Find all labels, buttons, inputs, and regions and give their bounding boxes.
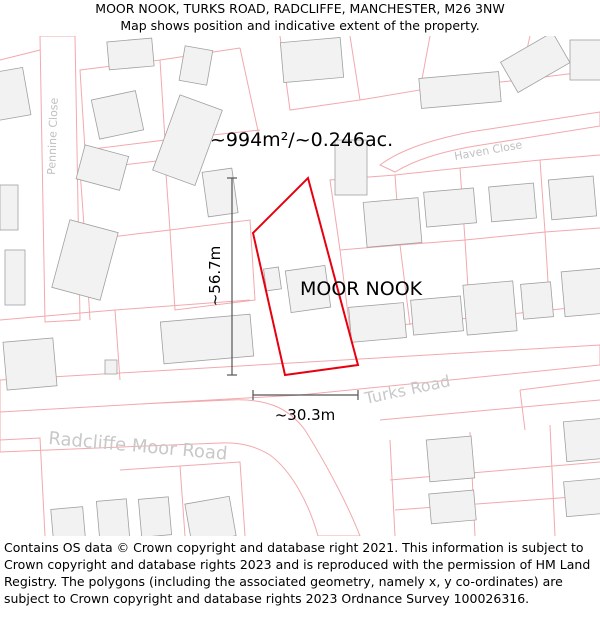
turks-road-edge	[0, 345, 600, 412]
area-label: ~994m²/~0.246ac.	[210, 129, 394, 151]
property-name-label: MOOR NOOK	[300, 278, 423, 300]
road-label-haven-close: Haven Close	[453, 138, 524, 163]
road-label-turks-road: Turks Road	[362, 371, 452, 408]
map-subtitle: Map shows position and indicative extent of the property.	[120, 18, 480, 33]
width-label: ~30.3m	[274, 406, 336, 424]
haven-close-edge	[380, 112, 600, 172]
height-label: ~56.7m	[206, 245, 224, 307]
property-address: MOOR NOOK, TURKS ROAD, RADCLIFFE, MANCHESTER, M26 3NW	[95, 1, 505, 16]
map-svg	[0, 36, 600, 536]
road-label-pennine-close: Pennine Close	[45, 97, 61, 176]
road-label-radcliffe-moor-road: Radcliffe Moor Road	[47, 428, 229, 465]
map-header	[0, 0, 600, 36]
map-canvas[interactable]	[0, 36, 600, 536]
copyright-notice: Contains OS data © Crown copyright and database right 2021. This information is subject to Crown copyright and database rights 2023 and is reproduced with the permission of HM Land Registry. The polygons (including the associated geometry, namely x, y co-ordinates) are subject to Crown copyright and database rights 2023 Ordnance Survey 100026316.	[4, 540, 591, 606]
